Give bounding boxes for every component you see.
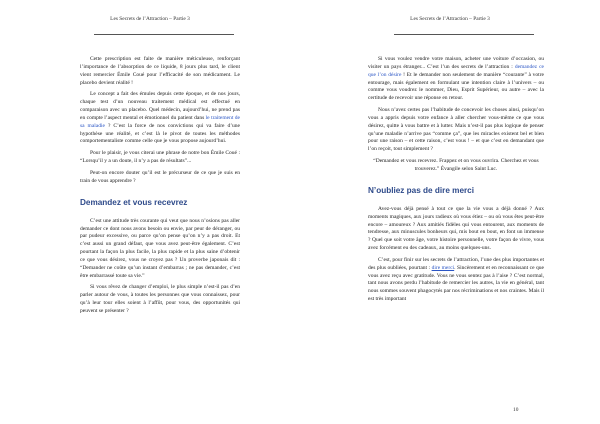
paragraph: Nous n’avez certes pas l’habitude de concevoir les choses ainsi, puisqu’on vous a appris depuis votre enfance à aller chercher vous-même ce que vous désirez, quitte à vous battre et à lutter. Mais n’est-il pas plus logique de penser qu’une maladie n’arrive pas “comme ça”, que les miracles existent bel et bien pour une raison – et cette raison, c’est vous ! – et que c’est en demandant que l’on reçoit, tout simplement ? <box>368 107 544 153</box>
hyperlink-demandez[interactable]: demandez ce que l’on désire <box>368 63 544 78</box>
page-body <box>368 56 544 308</box>
running-header: Les Secrets de l’Attraction – Partie 3 <box>410 16 490 22</box>
section-heading: N’oubliez pas de dire merci <box>368 185 475 195</box>
paragraph <box>368 56 544 103</box>
paragraph: Avez-vous déjà pensé à tout ce que la vie vous a déjà donné ? Aux moments magiques, aux jours radieux où vous étiez – ou où vous êtes peut-être encore – amoureux ? Aux amitiés fidèles qui vous entourent, aux moments de tendresse, aux minuscules bonheurs qui, mis bout en bout, en font un immense ? Quel que soit votre âge, votre histoire personnelle, votre façon de vivre, vous avez forcément eu des cadeaux, au moins quelques-uns. <box>368 205 544 252</box>
quote: “Demandez et vous recevrez. Frappez et on vous ouvrira. Cherchez et vous trouverez.” Évangile selon Saint Luc. <box>373 158 539 172</box>
running-header: Les Secrets de l’Attraction – Partie 3 <box>110 16 190 22</box>
paragraph-text: ! Et le demander non seulement de manière “courante” à votre entourage, mais également en formulant une intention claire à l’univers – ou comme vous voudrez le nommer, Dieu, Esprit Supérieur, ou autre – avec la certitude de recevoir une réponse en retour. <box>368 71 544 102</box>
hyperlink-traitement[interactable]: le traitement de sa maladie <box>80 114 240 129</box>
paragraph: Peut-on encore douter qu’il est le précurseur de ce que je suis en train de vous apprendre ? <box>80 169 240 184</box>
paragraph-text: Si vous voulez vendre votre maison, acheter une voiture d’occasion, ou visiter un pays étranger... C’est l’un des secrets de l’attraction : <box>368 56 544 70</box>
page-number: 10 <box>513 407 519 413</box>
paragraph-text: C’est, pour finir sur les secrets de l’attraction, l’une des plus importantes et des plus oubliées, pourtant : <box>368 256 544 271</box>
paragraph: Cette prescription est faite de manière méticuleuse, renforçant l’importance de l’absorption de ce liquide, 8 jours plus tard, le client vient remercier Émile Coué pour l’efficacité de son médicament. Le placebo devient réalité ! <box>80 56 240 86</box>
header-divider <box>394 34 534 35</box>
paragraph: Si vous rêvez de changer d’emploi, le plus simple n’est-il pas d’en parler autour de vous, à toutes les personnes que vous connaissez, pour qu’à leur tour elles soient à l’affût, pour vous, des opportunités qui peuvent se présenter ? <box>80 284 240 314</box>
paragraph: C’est une attitude très courante qui veut que nous n’osions pas aller demander ce dont nous avons besoin ou envie, par peur de déranger, ou par pudeur excessive, ou parce qu’on pense qu’on n’y a pas droit. Et c’est aussi un grand défaut, que vous avez peut-être également. C’est pourtant la façon la plus facile, la plus rapide et la plus saine d’obtenir ce que vous désirez, vous ne croyez pas ? Un proverbe japonais dit : “Demander ne coûte qu’un instant d’embarras ; ne pas demander, c’est être embarrassé toute sa vie.” <box>80 217 240 279</box>
section-heading: Demandez et vous recevrez <box>80 197 188 207</box>
paragraph <box>368 257 544 304</box>
paragraph-text: . Sincèrement et en reconnaissant ce que vous avez reçu avec gratitude. Vous ne vous sentez pas à l’aise ? C’est normal, tant nous avons perdu l’habitude de remercier les autres, la vie en général, tant nous sommes souvent phagocytés par nos récriminations et nos craintes. Mais il est très important <box>368 264 544 303</box>
paragraph: Pour le plaisir, je vous citerai une phrase de notre bon Émile Coué : “Lorsqu’il y a un doute, il n’y a pas de résultats”... <box>80 150 240 165</box>
paragraph-text: Le concept a fait des émules depuis cette époque, et de nos jours, chaque test d’un nouveau traitement médical est effectué en comparaison avec un placebo. Quel médecin, aujourd’hui, ne prend pas en compte l’aspect mental et émotionnel du patient dans <box>80 91 240 121</box>
paragraph-text: ? C’est la force de nos convictions qui va faire d’une hypothèse une réalité, et c’est là le pivot de toutes les méthodes comportementaliste comme celle que je vous propose aujourd’hui. <box>80 122 240 145</box>
hyperlink-dire-merci[interactable]: dire merci <box>431 264 455 271</box>
